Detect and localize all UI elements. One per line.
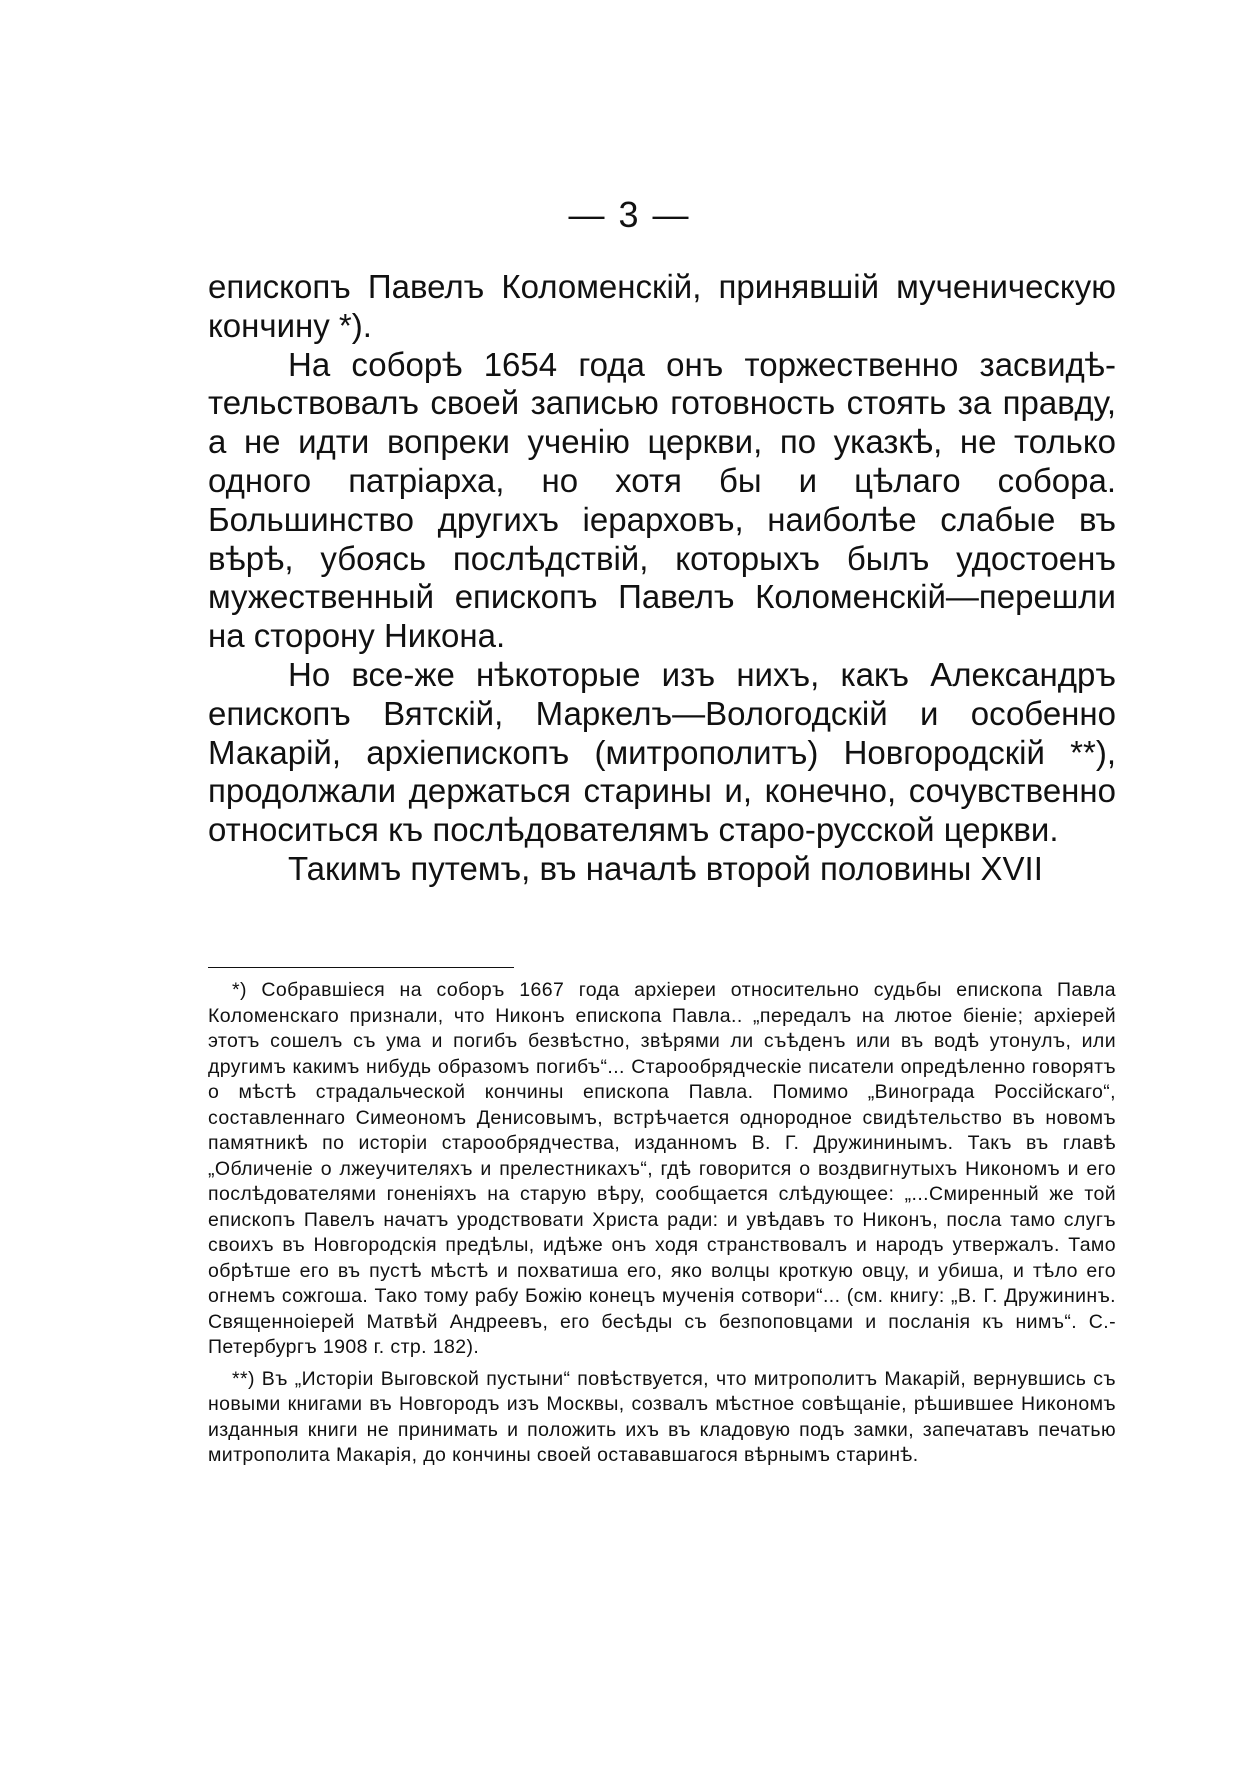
footnote-divider: [208, 967, 514, 968]
paragraph-hierarchs: Но все-же нѣкоторые изъ нихъ, какъ Александръ епископъ Вятскій, Маркелъ—Вологодскій и особенно Макарій, архіепископъ (митрополитъ) Новгородскій **), продолжали держаться старины и, конечно, сочувственно относиться къ послѣдователямъ старо-русской церкви.: [208, 655, 1116, 849]
paragraph-continuation: епископъ Павелъ Коломенскій, принявшій мученическую кончину *).: [208, 268, 1116, 344]
footnote-2: **) Въ „Исторіи Выговской пустыни“ повѣствуется, что митрополитъ Макарій, вернувшись съ новыми книгами въ Новгородъ изъ Москвы, созвалъ мѣстное совѣщаніе, рѣшившее Никономъ изданныя книги не принимать и положить ихъ въ кладовую подъ замки, запечатавъ печатью митрополита Макарія, до кончины своей остававшагося вѣрнымъ старинѣ.: [208, 1367, 1116, 1466]
footnotes: [208, 978, 1116, 1469]
paragraph-closing-line: Такимъ путемъ, въ началѣ второй половины XVII: [288, 849, 1043, 887]
page-number: — 3 —: [568, 194, 691, 235]
footnote-1: *) Собравшіеся на соборъ 1667 года архіереи относительно судьбы епископа Павла Коломенскаго признали, что Никонъ епископа Павла.. „передалъ на лютое біеніе; архіерей этотъ сошелъ съ ума и погибъ безвѣстно, звѣрями ли съѣденъ или въ водѣ утонулъ, или другимъ какимъ нибудь образомъ погибъ“... Старообрядческіе писатели опредѣленно говорятъ о мѣстѣ страдальческой кончины епископа Павла. Помимо „Винограда Россійскаго“, составленнаго Симеономъ Денисовымъ, встрѣчается однородное свидѣтельство въ новомъ памятникѣ по исторіи старообрядчества, изданномъ В. Г. Дружининымъ. Такъ въ главѣ „Обличеніе о лжеучителяхъ и прелестникахъ“, гдѣ говорится о воздвигнутыхъ Никономъ и его послѣдователями гоненіяхъ на старую вѣру, сообщается слѣдующее: „...Смиренный же той епископъ Павелъ начатъ уродствовати Христа ради: и увѣдавъ то Никонъ, посла тамо слугъ своихъ въ Новгородскія предѣлы, идѣже онъ ходя странствовалъ и народъ утвержалъ. Тамо обрѣтше его въ пустѣ мѣстѣ и похватиша его, яко волцы кроткую овцу, и убиша, и тѣло его огнемъ сожгоша. Тако тому рабу Божію конецъ мученія сотвори“... (см. книгу: „В. Г. Дружининъ. Священноіерей Матвѣй Андреевъ, его бесѣды съ безпоповцами и посланія къ нимъ“. С.-Петербургъ 1908 г. стр. 182).: [208, 979, 1116, 1358]
paragraph-council-1654: На соборѣ 1654 года онъ торжественно засвидѣтельствовалъ своей записью готовность стоять за правду, а не идти вопреки ученію церкви, по указкѣ, не только одного патріарха, но хотя бы и цѣлаго собора. Большинство другихъ іерарховъ, наиболѣе слабые въ вѣрѣ, убоясь послѣдствій, которыхъ былъ удостоенъ мужественный епископъ Павелъ Коломенскій—перешли на сторону Никона.: [208, 345, 1116, 655]
main-text: [208, 268, 1116, 889]
